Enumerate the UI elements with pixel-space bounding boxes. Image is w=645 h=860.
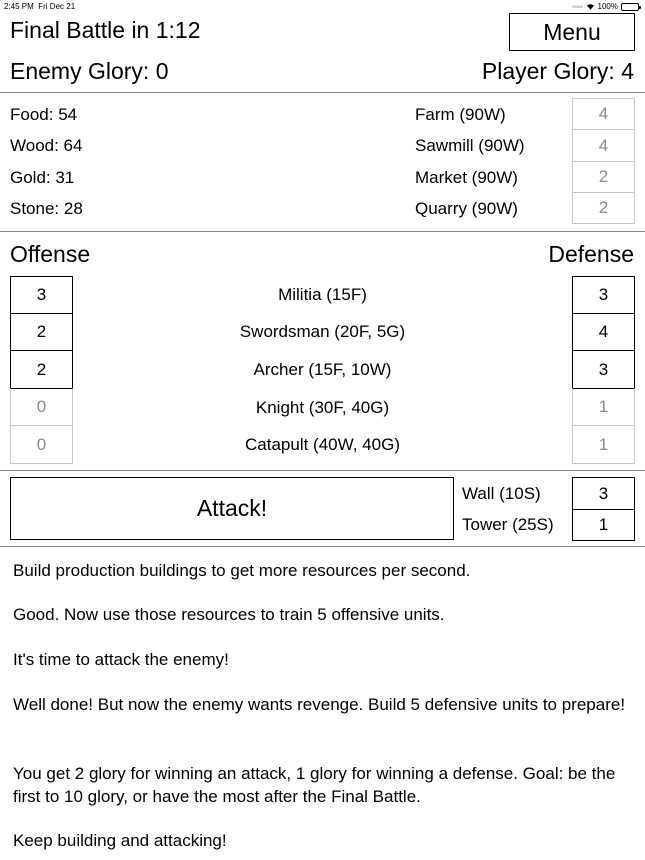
player-glory: Player Glory: 4: [481, 58, 634, 84]
status-time: 2:45 PM: [4, 2, 34, 11]
defense-swordsman-count[interactable]: 4: [572, 313, 635, 351]
offense-heading: Offense: [10, 241, 91, 267]
building-quarry-count[interactable]: 2: [572, 192, 635, 224]
divider: [0, 92, 645, 93]
message-5: You get 2 glory for winning an attack, 1 glory for winning a defense. Goal: be the first to 10 glory, or have the most after the Final Battle.: [13, 764, 616, 806]
signal-dots-icon: •••••: [571, 1, 583, 12]
status-right: [572, 2, 639, 11]
offense-knight-count[interactable]: 0: [10, 388, 73, 426]
battery-percent: 100%: [597, 2, 618, 11]
offense-swordsman-count[interactable]: 2: [10, 313, 73, 351]
unit-knight-label: Knight (30F, 40G): [255, 398, 390, 417]
structure-wall-count[interactable]: 3: [572, 477, 635, 510]
building-sawmill-count[interactable]: 4: [572, 129, 635, 162]
attack-button[interactable]: Attack!: [10, 477, 454, 540]
structure-wall-label: Wall (10S): [462, 484, 541, 503]
building-sawmill-label: Sawmill (90W): [415, 136, 525, 155]
defense-heading: Defense: [548, 241, 634, 267]
defense-catapult-count[interactable]: 1: [572, 425, 635, 464]
offense-militia-count[interactable]: 3: [10, 276, 73, 314]
defense-militia-count[interactable]: 3: [572, 276, 635, 314]
building-farm-label: Farm (90W): [415, 105, 506, 124]
resource-wood: Wood: 64: [10, 136, 83, 155]
enemy-glory: Enemy Glory: 0: [10, 58, 169, 84]
unit-swordsman-label: Swordsman (20F, 5G): [239, 322, 406, 341]
menu-button[interactable]: Menu: [509, 13, 635, 51]
battery-icon: [621, 3, 639, 11]
building-quarry-label: Quarry (90W): [415, 199, 518, 218]
structure-tower-count[interactable]: 1: [572, 509, 635, 541]
message-3: It's time to attack the enemy!: [13, 650, 229, 669]
defense-knight-count[interactable]: 1: [572, 388, 635, 426]
structure-tower-label: Tower (25S): [462, 515, 554, 534]
divider: [0, 231, 645, 232]
resource-gold: Gold: 31: [10, 168, 75, 187]
page-title: Final Battle in 1:12: [10, 17, 201, 43]
status-date: Fri Dec 21: [38, 2, 76, 11]
unit-catapult-label: Catapult (40W, 40G): [245, 435, 400, 454]
building-market-count[interactable]: 2: [572, 161, 635, 193]
resource-stone: Stone: 28: [10, 199, 83, 218]
message-4: Well done! But now the enemy wants revenge. Build 5 defensive units to prepare!: [13, 695, 626, 714]
message-1: Build production buildings to get more resources per second.: [13, 561, 471, 580]
defense-archer-count[interactable]: 3: [572, 350, 635, 389]
resource-food: Food: 54: [10, 105, 78, 124]
message-6: Keep building and attacking!: [13, 831, 227, 850]
unit-militia-label: Militia (15F): [278, 285, 367, 304]
wifi-icon: [586, 3, 595, 10]
building-farm-count[interactable]: 4: [572, 98, 635, 130]
status-bar: [0, 0, 645, 14]
offense-archer-count[interactable]: 2: [10, 350, 73, 389]
status-time-date: [4, 2, 75, 11]
divider: [0, 546, 645, 547]
offense-catapult-count[interactable]: 0: [10, 425, 73, 464]
divider: [0, 470, 645, 471]
message-2: Good. Now use those resources to train 5 offensive units.: [13, 605, 445, 624]
unit-archer-label: Archer (15F, 10W): [253, 360, 392, 379]
building-market-label: Market (90W): [415, 168, 518, 187]
